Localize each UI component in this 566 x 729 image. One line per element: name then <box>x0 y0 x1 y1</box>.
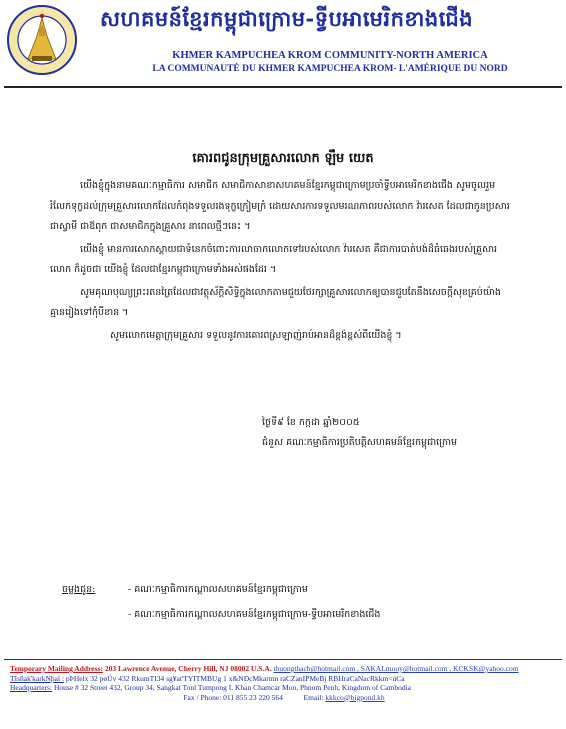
hq-email-link[interactable]: kkkco@bigpond.kh <box>325 692 385 702</box>
cc-item: - គណៈកម្មាធិការកណ្ដាលសហគមន៍ខ្មែរកម្ពុជាក្រោម-ទ្វីបអាមេរិកខាងជើង <box>128 609 381 620</box>
header-title-khmer: សហគមន៍ខ្មែរកម្ពុជាក្រោម-ទ្វីបអាមេរិកខាងជើង <box>100 6 474 31</box>
letter-body <box>50 176 512 348</box>
footer <box>10 664 558 702</box>
cc-item: - គណៈកម្មាធិការកណ្ដាលសហគមន៍ខ្មែរកម្ពុជាក្រោម <box>128 584 308 595</box>
hq-address: House # 32 Street 432, Group 34, Sangkat Toul Tumpong I, Khan Chamcar Mon, Phnom Penh, Kingdom of Cambodia <box>53 683 411 692</box>
mailing-address: 203 Lawrence Avenue, Cherry Hill, NJ 08002 U.S.A. <box>104 664 272 673</box>
header-title-french: LA COMMUNAUTÉ DU KHMER KAMPUCHEA KROM- L'AMÉRIQUE DU NORD <box>152 64 508 74</box>
hq-label: Headquarters: <box>10 683 53 692</box>
letter-paragraph: សូមគុណបុណ្យព្រះរតនត្រៃដែលជាវត្ថុស័ក្តិសិទ្ធិក្នុងលោកតាមជួយថែរក្សាគ្រួសារលោកឲ្យបានជួបតែនឹងសេចក្តីសុខគ្រប់យ៉ាងគ្មានរៀងទៅកុំបីខាន ។ <box>50 286 501 318</box>
letter-paragraph: យើងខ្ញុំ មានការសោកស្ដាយជាទំនេកចំពោះការលាចាកលោកទៅរបស់លោក វ៉ារសេត គឺជាការបាត់បង់ដ៏ធំធេងរបស់គ្រួសារលោក ក៏ដូចជា យើងខ្ញុំ ដែលជាខ្មែរកម្ពុជាក្រោមទាំងអស់ផងដែរ ។ <box>50 243 498 275</box>
footer-divider <box>4 659 562 660</box>
email-label: Email: <box>303 692 324 702</box>
email-links[interactable]: thuongthach@hotmail.com , SAKALmouy@hotmail.com , KCKSK@yahoo.com <box>273 664 519 673</box>
letter-date: ថ្ងៃទី៩ ខែ កក្កដា ឆ្នាំ២០០៥ <box>262 417 360 428</box>
cc-label: ចម្លងជូន: <box>62 584 96 595</box>
khmer-line-label: TIsñak'karkNþal : <box>10 673 65 683</box>
community-logo <box>6 4 78 76</box>
header-title-english: KHMER KAMPUCHEA KROM COMMUNITY-NORTH AMERICA <box>172 50 488 61</box>
mailing-label: Temporary Mailing Address: <box>10 664 103 673</box>
fax-phone: Fax / Phone: 011 855 23 220 564 <box>183 692 283 702</box>
khmer-line-text: pÞHelx 32 pøÚv 432 RkumTI34 sg¥at'TYITMBUg 1 x&NÐcMkarmn raCZanIPMeBj RBHraCaNacRkkm<úCa <box>65 673 405 683</box>
letter-title: គោរពជូនក្រុមគ្រួសារលោក ឡឹម យេត <box>192 151 374 166</box>
letter-paragraph: យើងខ្ញុំក្នុងនាមគណៈកម្មាធិការ សមាជិក សមាជិកាសាខាសហគមន៍ខ្មែរកម្ពុជាក្រោមប្រចាំទ្វីបអាមេរិកខាងជើង សូមចូលរួមរំលែកទុក្ខដល់ក្រុមគ្រួសារលោកដែលកំពុងទទួលរងទុក្ខក្រៀមក្រំ ដោយសារការទទួលមរណភាពរបស់លោក វ៉ារសេត ដែលជាកូនប្រសារ ជាស្វាមី ជាឪពុក ជាសមាជិកក្នុងគ្រួសារ នាពេលថ្មីៗនេះ ។ <box>50 180 510 232</box>
letter-paragraph: សូមលោកមេត្តាក្រុមគ្រួសារ ទទួលនូវការគោរពស្រឡាញ់រាប់អានដ៏ខ្ពង់ខ្ពស់ពីយើងខ្ញុំ ។ <box>110 329 402 341</box>
letter-signature: ជំនួស គណៈកម្មាធិការប្រតិបត្តិសហគមន៍ខ្មែរកម្ពុជាក្រោម <box>262 437 458 448</box>
header-divider <box>4 86 562 88</box>
